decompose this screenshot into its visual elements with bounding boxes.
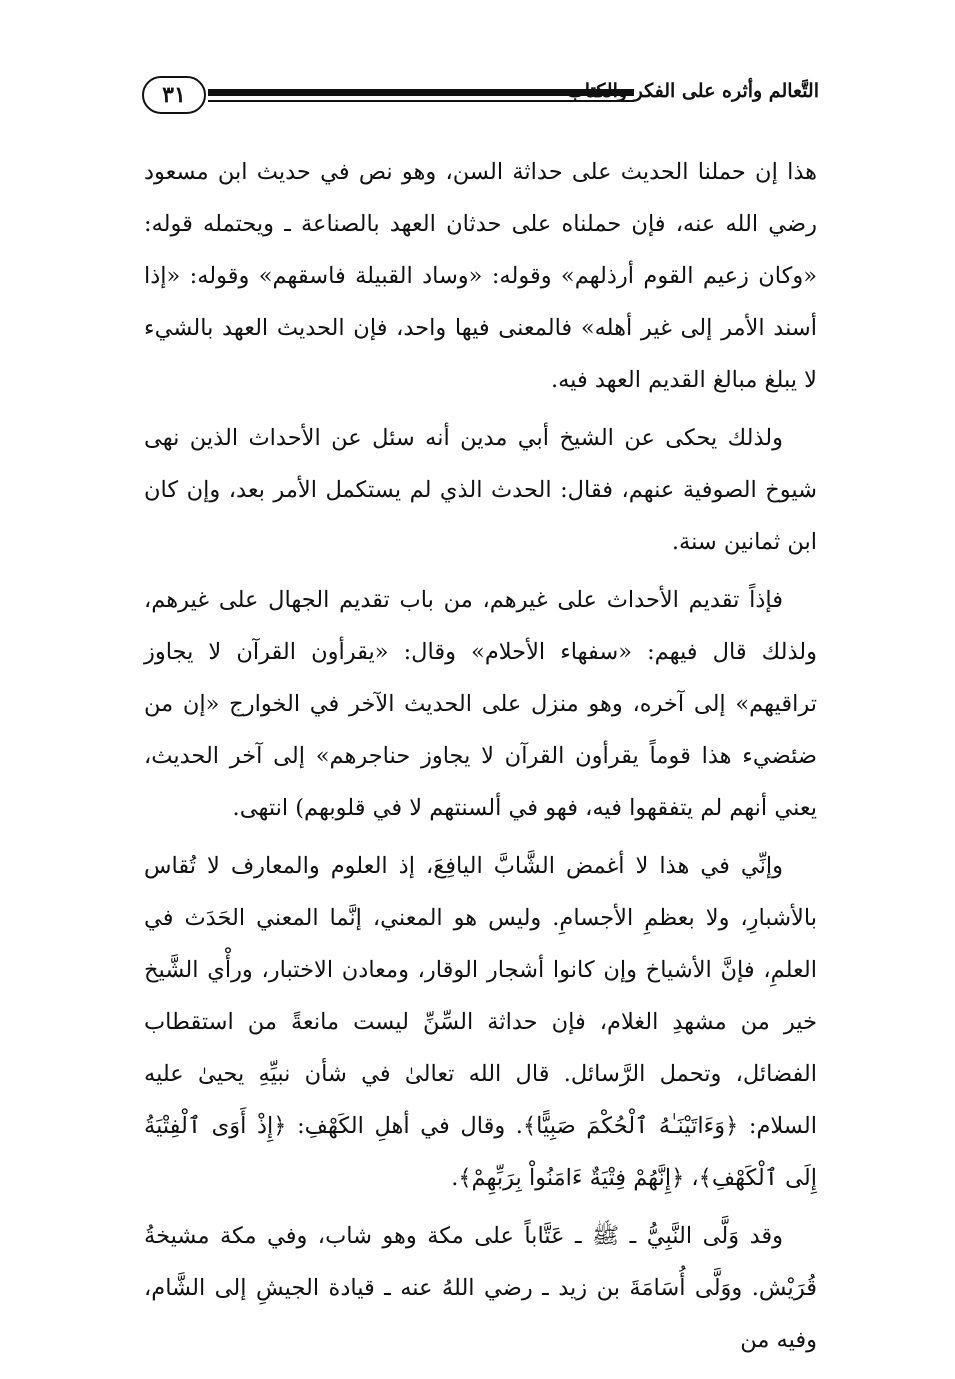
paragraph-4: وإنِّي في هذا لا أغمض الشَّابَّ اليافِعَ، إذ العلوم والمعارف لا تُقاس بالأشبارِ، ولا بعظمِ الأجسامِ. وليس هو المعني، إنَّما المعني الحَدَث في العلمِ، فإنَّ الأشياخ وإن كانوا أشجار الوقار، ومعادن الاختبار، ورأْي الشَّيخ خير من مشهدِ الغلام، فإن حداثة السِّنِّ ليست مانعةً من استقطاب الفضائل، وتحمل الرَّسائل. قال الله تعالىٰ في شأن نبيِّهِ يحيىٰ عليه السلام: ﴿وَءَاتَيْنَـٰهُ ٱلْحُكْمَ صَبِيًّا﴾. وقال في أهلِ الكَهْفِ: ﴿إِذْ أَوَى ٱلْفِتْيَةُ إِلَى ٱلْكَهْفِ﴾، ﴿إِنَّهُمْ فِتْيَةٌ ءَامَنُواْ بِرَبِّهِمْ﴾. [144,853,817,1191]
running-title: التَّعالم وأثره على الفكر والكتاب [566,80,819,102]
paragraph-5: وقد وَلَّى النَّبِيُّ ـ ﷺ ـ عَتَّاباً على مكة وهو شاب، وفي مكة مشيخةُ قُرَيْش. ووَلَّى أُسَامَةَ بن زيد ـ رضي اللهُ عنه ـ قيادة الجيشِ إلى الشَّام، وفيه من [144,1223,817,1353]
paragraph-1: هذا إن حملنا الحديث على حداثة السن، وهو نص في حديث ابن مسعود رضي الله عنه، فإن حملناه على حدثان العهد بالصناعة ـ ويحتمله قوله: «وكان زعيم القوم أرذلهم» وقوله: «وساد القبيلة فاسقهم» وقوله: «إذا أسند الأمر إلى غير أهله» فالمعنى فيها واحد، فإن الحديث العهد بالشيء لا يبلغ مبالغ القديم العهد فيه. [144,159,817,393]
body-text [144,146,817,1372]
running-header [142,74,819,120]
paragraph-3: فإذاً تقديم الأحداث على غيرهم، من باب تقديم الجهال على غيرهم، ولذلك قال فيهم: «سفهاء الأحلام» وقال: «يقرأون القرآن لا يجاوز تراقيهم» إلى آخره، وهو منزل على الحديث الآخر في الخوارج «إن من ضئضيء هذا قوماً يقرأون القرآن لا يجاوز حناجرهم» إلى آخر الحديث، يعني أنهم لم يتفقهوا فيه، فهو في ألسنتهم لا في قلوبهم) انتهى. [144,587,817,821]
page-number: ٣١ [142,76,206,114]
paragraph-2: ولذلك يحكى عن الشيخ أبي مدين أنه سئل عن الأحداث الذين نهى شيوخ الصوفية عنهم، فقال: الحدث الذي لم يستكمل الأمر بعد، وإن كان ابن ثمانين سنة. [144,425,817,555]
